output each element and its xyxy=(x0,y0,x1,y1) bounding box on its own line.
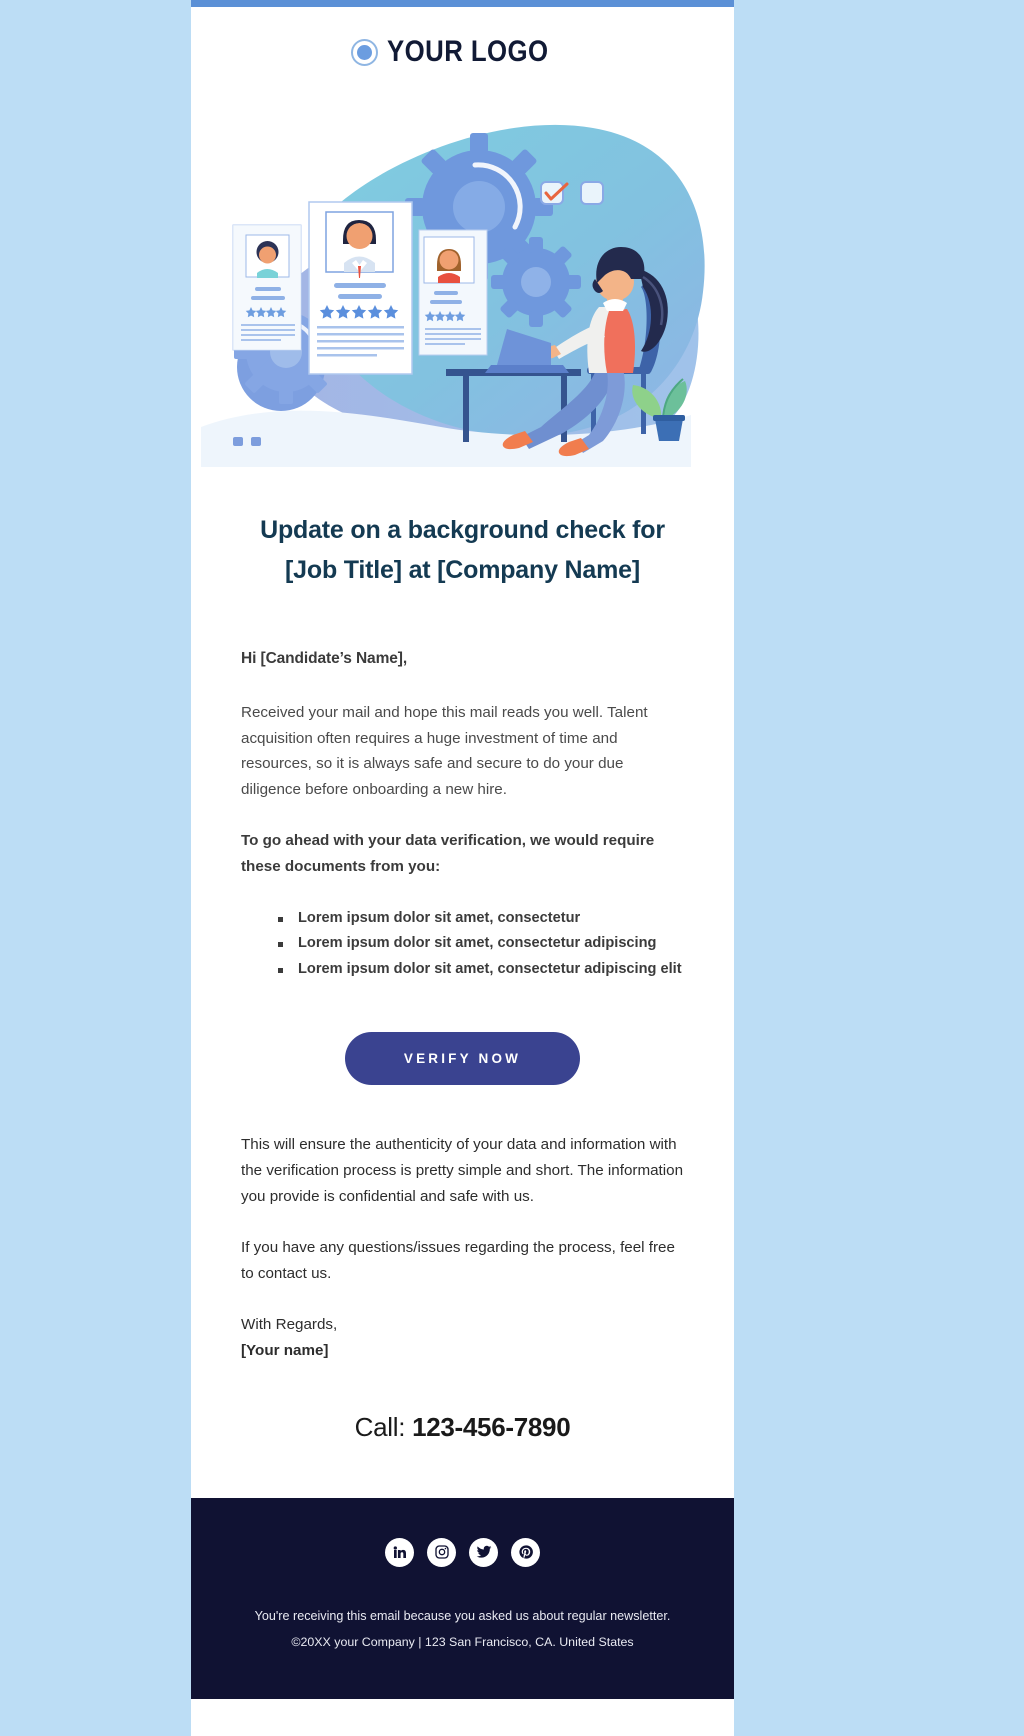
signoff-text: With Regards, xyxy=(241,1316,338,1334)
verify-now-button[interactable]: VERIFY NOW xyxy=(345,1032,580,1085)
questions-paragraph: If you have any questions/issues regarding the process, feel free to contact us. xyxy=(241,1239,675,1282)
signoff-name: [Your name] xyxy=(241,1341,329,1359)
social-links xyxy=(221,1538,704,1567)
intro-paragraph: Received your mail and hope this mail reads you well. Talent acquisition often requires a huge investment of time and resources, so it is always safe and secure to do your due diligence before onboarding a new hire. xyxy=(241,704,648,798)
documents-intro-paragraph: To go ahead with your data verification, we would require these documents from you: xyxy=(241,832,655,875)
footer-disclaimer: You're receiving this email because you asked us about regular newsletter. xyxy=(254,1608,671,1623)
linkedin-icon[interactable] xyxy=(385,1538,414,1567)
pinterest-icon[interactable] xyxy=(511,1538,540,1567)
cta-container xyxy=(241,982,684,1132)
accent-top-bar xyxy=(191,0,734,7)
logo-text: YOUR LOGO xyxy=(386,35,549,68)
email-body-content xyxy=(191,590,734,1364)
hero-illustration xyxy=(191,97,734,467)
page-title: Update on a background check for [Job Title] at [Company Name] xyxy=(260,516,665,584)
list-item: Lorem ipsum dolor sit amet, consectetur xyxy=(278,906,684,932)
list-item: Lorem ipsum dolor sit amet, consectetur adipiscing xyxy=(278,931,684,957)
logo-header xyxy=(191,7,734,97)
contact-call-line xyxy=(191,1364,734,1498)
footer-copyright: ©20XX your Company | 123 San Francisco, CA. United States xyxy=(291,1634,634,1649)
documents-list xyxy=(241,906,684,983)
phone-number[interactable]: 123-456-7890 xyxy=(412,1411,571,1442)
twitter-icon[interactable] xyxy=(469,1538,498,1567)
circle-dot-logo-icon xyxy=(351,39,378,66)
call-label: Call: xyxy=(354,1411,406,1442)
list-item: Lorem ipsum dolor sit amet, consectetur adipiscing elit xyxy=(278,957,684,983)
assurance-paragraph: This will ensure the authenticity of your data and information with the verification process is pretty simple and short. The information you provide is confidential and safe with us. xyxy=(241,1136,684,1205)
instagram-icon[interactable] xyxy=(427,1538,456,1567)
greeting-text: Hi [Candidate’s Name], xyxy=(241,650,408,667)
email-body xyxy=(191,0,734,1736)
email-footer xyxy=(191,1498,734,1699)
